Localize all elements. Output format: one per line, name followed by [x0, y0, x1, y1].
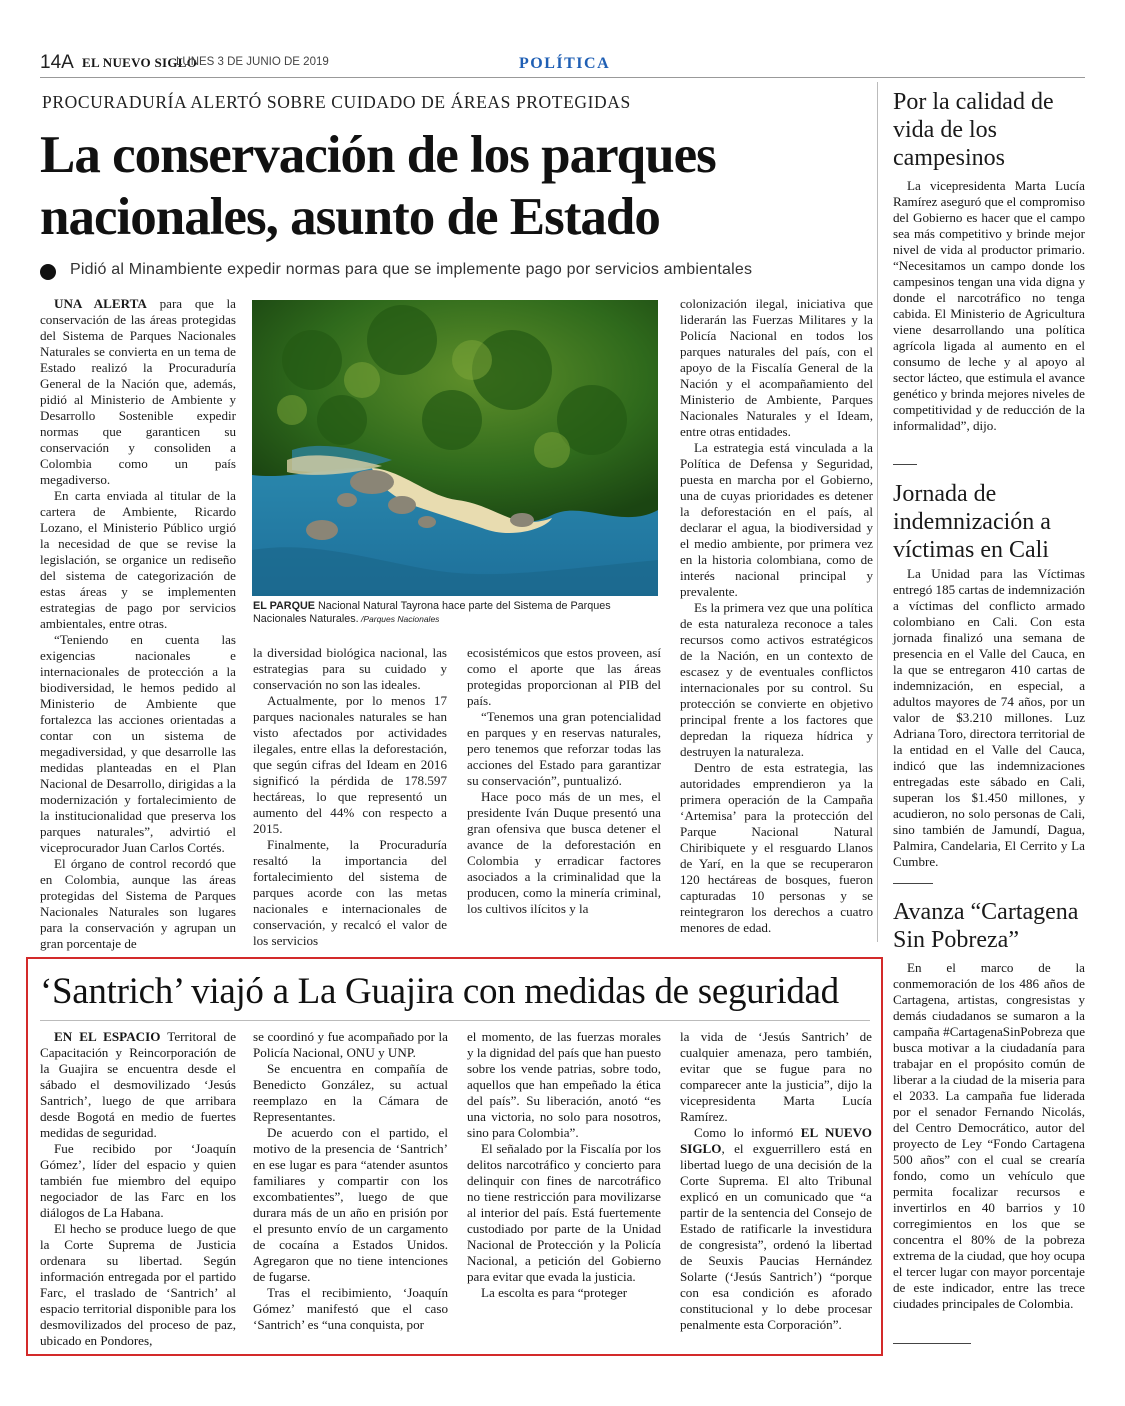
photo-credit: /Parques Nacionales — [358, 614, 440, 624]
brief-title: Avanza “Cartagena Sin Pobreza” — [893, 899, 1079, 953]
paragraph: Actualmente, por lo menos 17 parques nacionales naturales se han visto afectados por actividades ilegales, entre ellas la deforestación, que según cifras del Ideam en 2016 significó la pérdida de 178.597 hectáreas, lo que representó un aumento del 44% con respecto a 2015. — [253, 693, 447, 836]
brief-title: Por la calidad de vida de los campesinos — [893, 89, 1054, 171]
bullet-icon — [40, 264, 56, 280]
paragraph: La vicepresidenta Marta Lucía Ramírez aseguró que el compromiso del Gobierno es hacer que el campo sea más competitivo y brinde mejor nivel de vida al productor primario. “Necesitamos un campo donde los campesinos tengan una vida digna y donde el narcotráfico no tenga cabida. El Ministerio de Agricultura viene desarrollando una política agrícola ligada al aumento en el consumo de leche y al apoyo al sector lácteo, que estimula el avance genético y brinda mejores niveles de competitividad y de reducción de la informalidad”, dijo. — [893, 178, 1085, 433]
issue-date: LUNES 3 DE JUNIO DE 2019 — [176, 56, 329, 68]
box-column-2 — [253, 1029, 448, 1333]
text: , el exguerrillero está en libertad luego de una decisión de la Corte Suprema. El alto Tribunal explicó en un comunicado que “a partir de la sentencia del Consejo de Estado de ratificarle la investidura de congresista”, ordenó la libertad de Seuxis Paucias Hernández Solarte (‘Jesús Santrich’) “porque con esa condición es aforado constitucional y lo debe procesar penalmente esta Corporación”. — [680, 1141, 872, 1332]
paragraph: para que la conservación de las áreas protegidas del Sistema de Parques Nacionales Naturales se convierta en un tema de Estado realizó la Procuraduría General de la Nación que, además, pidió al Ministerio de Ambiente y Desarrollo Sostenible expedir normas que garanticen su conservación y consoliden a Colombia como un país megadiverso. — [40, 296, 236, 487]
paragraph: En el marco de la conmemoración de los 486 años de Cartagena, artistas, congresistas y demás ciudadanos se sumaron a la campaña #CartagenaSinPobreza que busca motivar a la ciudadanía para trabajar en el propósito común de liberar a la ciudad de la miseria para el 2033. La campaña fue liderada por el senador Fernando Nicolás, del Centro Democrático, autor del proyecto de Ley “Fondo Cartagena 500 años” con el cual se crearía fondo, como un vehículo que permita focalizar recursos e invertirlos en 40 barrios y 10 corregimientos en los que se concentra el 80% de la pobreza extrema de la ciudad, que hoy ocupa el tercer lugar con mayor porcentaje de este indicador, entre las trece ciudades principales de Colombia. — [893, 960, 1085, 1311]
paragraph: ecosistémicos que estos proveen, así como el aporte que las áreas protegidas proporcionan al PIB del país. — [467, 645, 661, 708]
page-number: 14A — [40, 52, 74, 73]
photo-caption — [253, 600, 657, 626]
paragraph: el momento, de las fuerzas morales y la dignidad del país que han puesto sobre los vende patrias, sobre todo, aquellos que han empeñado la ética del país”. Su liberación, anotó “es una victoria, no solo para nosotros, sino para Colombia”. — [467, 1029, 661, 1140]
lead-in: UNA ALERTA — [54, 296, 147, 311]
tayrona-park-image — [252, 300, 658, 596]
caption-text: Nacional Natural Tayrona hace parte del Sistema de Parques Nacionales Naturales. — [253, 600, 611, 625]
caption-lead: EL PARQUE — [253, 600, 315, 612]
brief-end-rule — [893, 883, 933, 884]
paragraph: colonización ilegal, iniciativa que liderarán las Fuerzas Militares y la Policía Nacional en todos los parques naturales del país, con el apoyo de la Fiscalía General de la Nación y el acompañamiento del Ministerio de Ambiente, Parques Nacionales Naturales y el Ideam, entre otras entidades. — [680, 296, 873, 439]
paragraph: Territoral de Capacitación y Reincorporación de la Guajira se encuentra desde el sábado el desmovilizado ‘Jesús Santrich’, luego de que arribara desde Bogotá en medio de fuertes medidas de seguridad. — [40, 1029, 237, 1140]
paragraph: Fue recibido por ‘Joaquín Gómez’, líder del espacio y quien también fue miembro del equipo negociador de las Farc en los diálogos de La Habana. — [40, 1141, 236, 1220]
paragraph: Finalmente, la Procuraduría resaltó la importancia del fortalecimiento del sistema de parques acorde con las metas nacionales e internacionales de conservación, y recalcó el valor de los servicios — [253, 837, 447, 948]
newspaper-name: EL NUEVO SIGLO — [82, 55, 198, 70]
article-column-4 — [680, 296, 873, 936]
paragraph: “Tenemos una gran potencialidad en parques y en reservas naturales, pero tenemos que reforzar todas las acciones del Estado para garantizar su conservación”, puntualizó. — [467, 709, 661, 788]
paragraph: Tras el recibimiento, ‘Joaquín Gómez’ manifestó que el caso ‘Santrich’ es “una conquista, por — [253, 1285, 448, 1332]
header-rule — [40, 77, 1085, 78]
paragraph: La Unidad para las Víctimas entregó 185 cartas de indemnización a víctimas del conflicto armado colombiano en Cali. Con esta jornada finalizó una semana de presencia en el Valle del Cauca, en la que se entregaron 410 cartas de indemnización, en especial, a adultos mayores de 74 años, por un valor de $3.210 millones. Luz Adriana Toro, directora territorial de la entidad en el Valle del Cauca, indicó que las indemnizaciones entregadas este sábado en Cali, superan los $1.450 millones, y acudieron, no solo personas de Cali, sino también de Jamundí, Dagua, Palmira, Candelaria, El Cerrito y La Cumbre. — [893, 566, 1085, 869]
paragraph: La escolta es para “proteger — [481, 1285, 628, 1300]
box-headline-rule — [40, 1020, 870, 1021]
paragraph: Es la primera vez que una política de esta naturaleza reconoce a tales recursos como activos estratégicos de la Nación, en un contexto de escasez y de eventuales conflictos internacionales por su control. Su protección se convierte en objetivo principal frente a los factores que depredan la riqueza hídrica y destruyen la naturaleza. — [680, 600, 873, 759]
lead-in: EN EL ESPACIO — [54, 1029, 161, 1044]
box-column-1 — [40, 1029, 236, 1349]
article-dek: Pidió al Minambiente expedir normas para que se implemente pago por servicios ambientales — [70, 261, 753, 278]
paragraph: De acuerdo con el partido, el motivo de la presencia de ‘Santrich’ en ese lugar es para “atender asuntos familiares y compartir con los excombatientes”, luego de que durara más de un año en prisión por el presunto envío de un cargamento de cocaína a Estados Unidos. Agregaron que no tiene intenciones de fugarse. — [253, 1125, 448, 1284]
brief-title: Jornada de indemnización a víctimas en Cali — [893, 481, 1051, 563]
paragraph: “Teniendo en cuenta las exigencias nacionales e internacionales de protección a la biodiversidad, le hemos pedido al Ministerio de Ambiente que fortalezca las acciones orientadas a contar con un sistema de megadiversidad, y que desarrolle las medidas planteadas en el Plan Nacional de Desarrollo, dirigidas a la modernización y fortalecimiento de la institucionalidad que preserva los parques naturales”, advirtió el viceprocurador Juan Carlos Cortés. — [40, 632, 236, 855]
brief-end-rule — [893, 464, 917, 465]
text: Como lo informó — [694, 1125, 801, 1140]
article-column-2 — [253, 645, 447, 949]
section-label: POLÍTICA — [519, 55, 611, 72]
paragraph: Hace poco más de un mes, el presidente Iván Duque presentó una gran ofensiva que busca detener el avance de la deforestación en Colombia y erradicar factores asociados a la criminalidad que la producen, como la minería criminal, los cultivos ilícitos y la — [467, 789, 661, 916]
paragraph — [680, 1125, 872, 1333]
paragraph: se coordinó y fue acompañado por la Policía Nacional, ONU y UNP. — [253, 1029, 448, 1060]
paragraph: El señalado por la Fiscalía por los delitos narcotráfico y concierto para delinquir con fines de narcotráfico no tiene restricción para movilizarse al interior del país. Está fuertemente custodiado por parte de la Unidad Nacional de Protección y la Policía Nacional, a petición del Gobierno para evitar que evada la justicia. — [467, 1141, 661, 1284]
paragraph: la vida de ‘Jesús Santrich’ de cualquier amenaza, pero también, evitar que se fugue para no comparecer ante la justicia”, dijo la vicepresidenta Marta Lucía Ramírez. — [680, 1029, 872, 1124]
brief-end-rule — [893, 1343, 971, 1344]
brief-body — [893, 566, 1085, 870]
newspaper-ref: EL NUEVO SIGLO — [680, 1125, 872, 1156]
article-column-1 — [40, 296, 236, 952]
paragraph: la diversidad biológica nacional, las estrategias para su cuidado y conservación no son las ideales. — [253, 645, 447, 692]
box-headline: ‘Santrich’ viajó a La Guajira con medidas de seguridad — [40, 971, 839, 1012]
box-column-3 — [467, 1029, 661, 1301]
park-photo — [252, 300, 658, 596]
paragraph: En carta enviada al titular de la cartera de Ambiente, Ricardo Lozano, el Ministerio Público urgió la necesidad de que se revise la legislación, se organice un rediseño del sistema de categorización de estas áreas y se implementen estrategias de pago por servicios ambientales, entre otras. — [40, 488, 236, 631]
brief-body — [893, 960, 1085, 1312]
paragraph: Dentro de esta estrategia, las autoridades emprendieron ya la primera operación de la Campaña ‘Artemisa’ para la protección del Parque Nacional Natural Chiribiquete y el resguardo Llanos de Yarí, en la que se recuperaron 120 hectáreas de bosques, fueron capturadas 10 personas y se reintegraron los derechos a cuatro menores de edad. — [680, 760, 873, 935]
article-kicker: PROCURADURÍA ALERTÓ SOBRE CUIDADO DE ÁREAS PROTEGIDAS — [42, 92, 631, 112]
paragraph: La estrategia está vinculada a la Política de Defensa y Seguridad, puesta en marcha por el Gobierno, una de cuyas prioridades es detener la deforestación en el país, al declarar el agua, la biodiversidad y el medio ambiente, por primera vez en la historia colombiana, como de interés nacional principal y prevalente. — [680, 440, 873, 599]
paragraph: El hecho se produce luego de que la Corte Suprema de Justicia ordenara su libertad. Según información entregada por el partido Farc, el traslado de ‘Santrich’ al espacio territorial disponible para los desmovilizados del proceso de paz, ubicado en Pondores, — [40, 1221, 236, 1348]
brief-body — [893, 178, 1085, 434]
paragraph: El órgano de control recordó que en Colombia, aunque las áreas protegidas del Sistema de Parques Nacionales Naturales son lugares para la conservación y agrupan un gran porcentaje de — [40, 856, 236, 951]
box-column-4 — [680, 1029, 872, 1333]
article-column-3 — [467, 645, 661, 917]
paragraph: Se encuentra en compañía de Benedicto González, su actual reemplazo en la Cámara de Representantes. — [253, 1061, 448, 1124]
article-headline: La conservación de los parques nacionales, asunto de Estado — [40, 126, 716, 246]
